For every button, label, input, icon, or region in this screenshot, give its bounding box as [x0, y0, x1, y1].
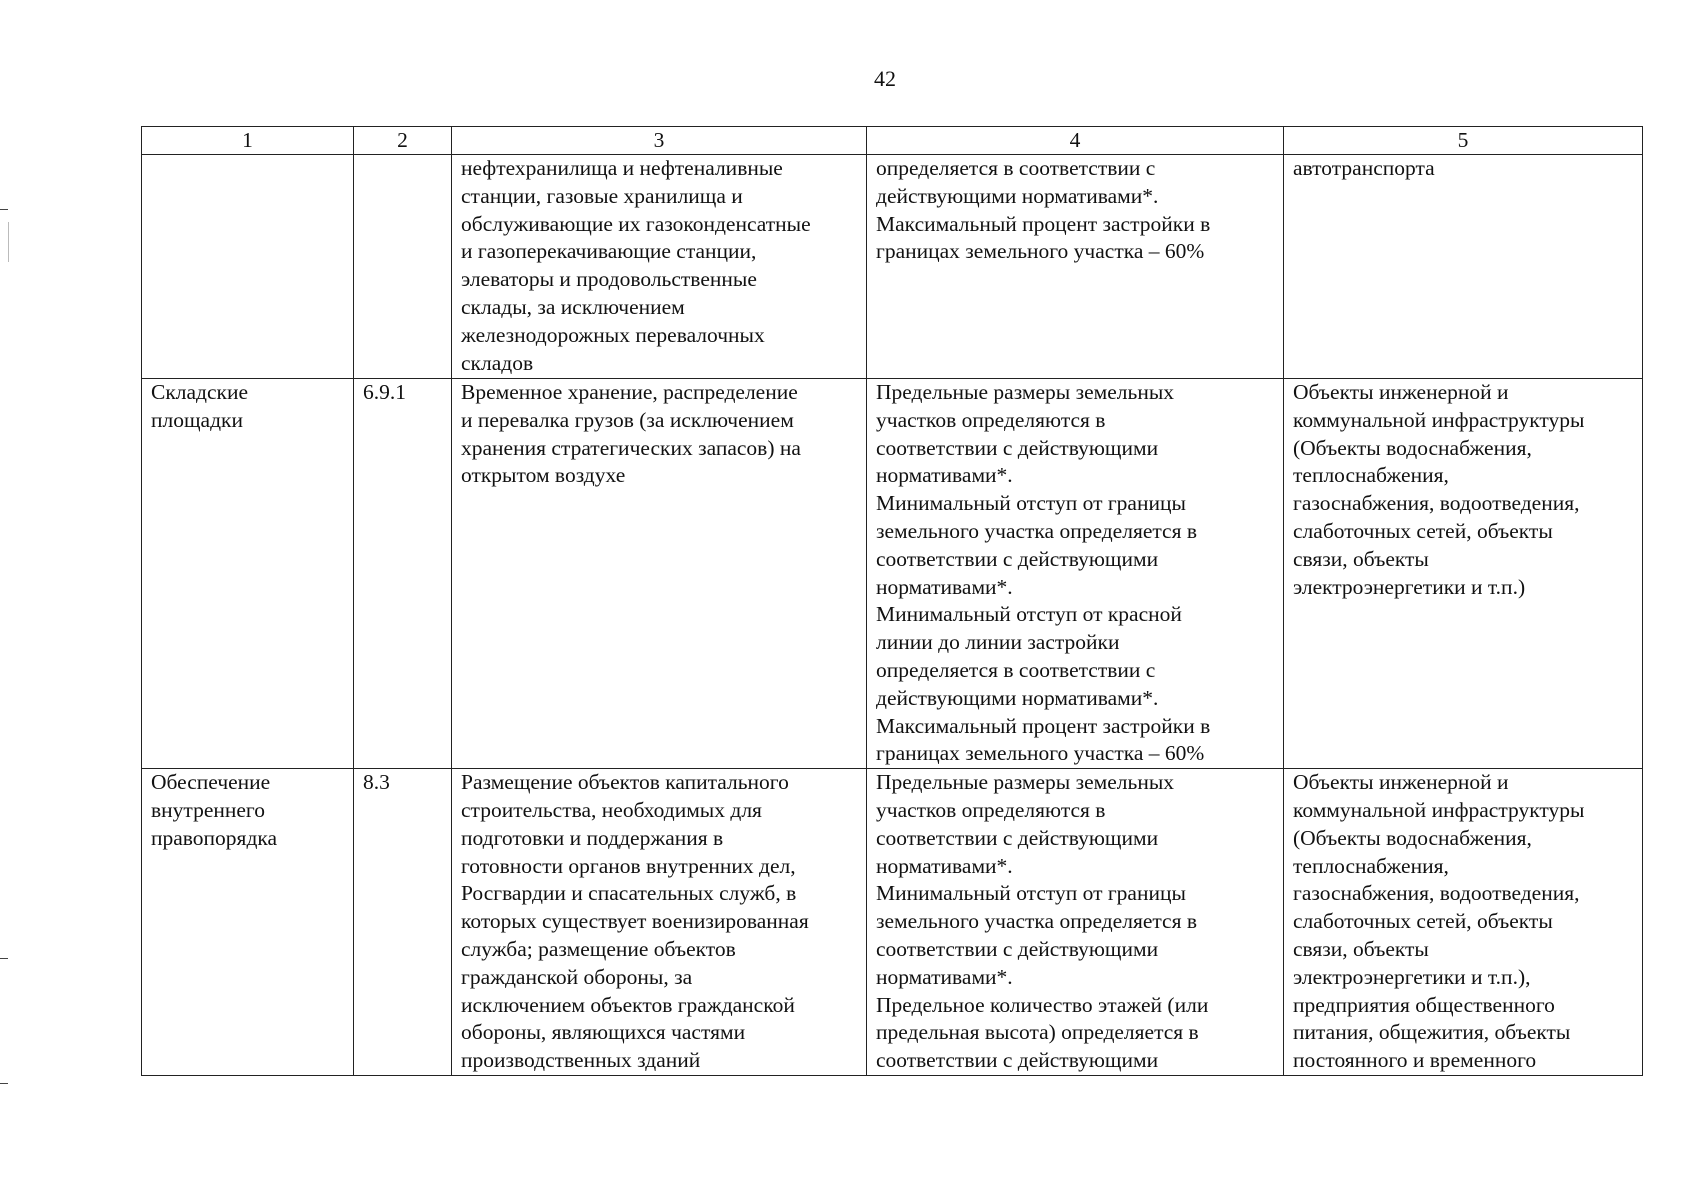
cell-text: 6.9.1: [363, 380, 406, 404]
code-cell: [354, 155, 452, 379]
table-row: [142, 379, 1643, 769]
auxiliary-uses-cell: [1284, 379, 1643, 769]
cell-text: автотранспорта: [1293, 156, 1435, 180]
description-cell: [452, 769, 867, 1076]
land-use-type-cell: [142, 379, 354, 769]
cell-text: Объекты инженерной и коммунальной инфраструктуры (Объекты водоснабжения, теплоснабжения, газоснабжения, водоотведения, слаботочных сетей, объекты связи, объекты электроэнергетики и т.п.), предприятия общественного питания, общежития, объекты постоянного и временного: [1293, 770, 1585, 1073]
cell-text: Складские площадки: [151, 380, 249, 432]
header-cell-4: 4: [867, 127, 1284, 155]
header-cell-1: 1: [142, 127, 354, 155]
regulations-table: [141, 126, 1643, 1076]
cell-text: нефтехранилища и нефтеналивные станции, газовые хранилища и обслуживающие их газоконденсатные и газоперекачивающие станции, элеваторы и продовольственные склады, за исключением железнодорожных перевалочных складов: [461, 156, 811, 375]
description-cell: [452, 379, 867, 769]
cell-text: 8.3: [363, 770, 390, 795]
table-header-row: [142, 127, 1643, 155]
parameters-cell: [867, 769, 1284, 1076]
auxiliary-uses-cell: [1284, 155, 1643, 379]
table-row: [142, 155, 1643, 379]
description-cell: [452, 155, 867, 379]
cell-text: Предельные размеры земельных участков определяются в соответствии с действующими нормативами*. Минимальный отступ от границы земельного участка определяется в соответствии с действующими нормативами*. Предельное количество этажей (или предельная высота) определяется в соответствии с действующими: [876, 770, 1209, 1073]
code-cell: [354, 379, 452, 769]
margin-tick: [8, 222, 9, 262]
cell-text: определяется в соответствии с действующими нормативами*. Максимальный процент застройки в границах земельного участка – 60%: [876, 156, 1211, 264]
land-use-type-cell: [142, 769, 354, 1076]
land-use-type-cell: [142, 155, 354, 379]
margin-tick: [0, 209, 8, 210]
table-row: [142, 769, 1643, 1076]
auxiliary-uses-cell: [1284, 769, 1643, 1076]
cell-text: Размещение объектов капитального строительства, необходимых для подготовки и поддержания в готовности органов внутренних дел, Росгвардии и спасательных служб, в которых существует военизированная служба; размещение объектов гражданской обороны, за исключением объектов гражданской обороны, являющихся частями производственных зданий: [461, 770, 809, 1073]
page-number: 42: [874, 66, 896, 91]
code-cell: [354, 769, 452, 1076]
header-cell-3: 3: [452, 127, 867, 155]
parameters-cell: [867, 379, 1284, 769]
cell-text: Объекты инженерной и коммунальной инфраструктуры (Объекты водоснабжения, теплоснабжения, газоснабжения, водоотведения, слаботочных сетей, объекты связи, объекты электроэнергетики и т.п.): [1293, 380, 1585, 599]
cell-text: Обеспечение внутреннего правопорядка: [151, 770, 278, 850]
header-cell-2: 2: [354, 127, 452, 155]
parameters-cell: [867, 155, 1284, 379]
cell-text: Временное хранение, распределение и перевалка грузов (за исключением хранения стратегических запасов) на открытом воздухе: [461, 380, 801, 488]
margin-tick: [0, 1083, 8, 1084]
header-cell-5: 5: [1284, 127, 1643, 155]
margin-tick: [0, 958, 8, 959]
cell-text: Предельные размеры земельных участков определяются в соответствии с действующими нормативами*. Минимальный отступ от границы земельного участка определяется в соответствии с действующими нормативами*. Минимальный отступ от красной линии до линии застройки определяется в соответствии с действующими нормативами*. Максимальный процент застройки в границах земельного участка – 60%: [876, 380, 1211, 766]
